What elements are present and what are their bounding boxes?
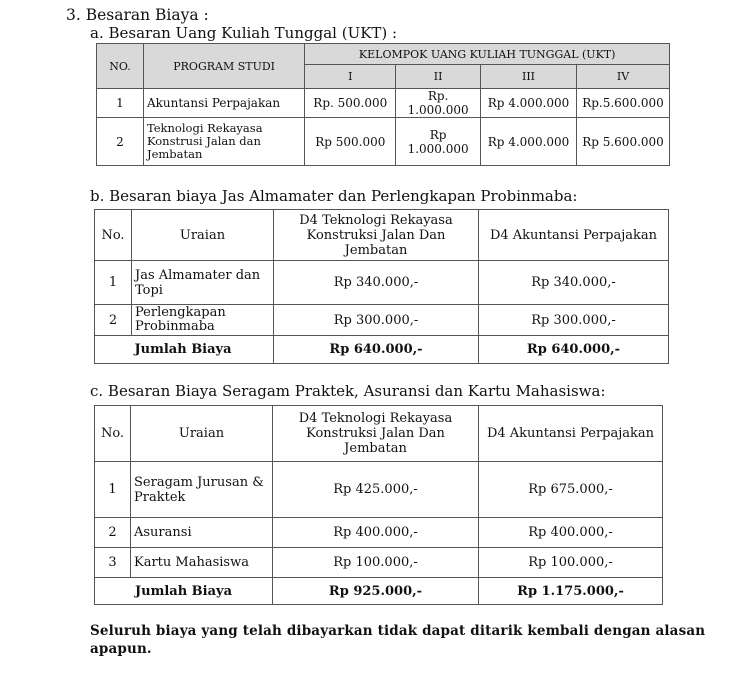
ukt-row-value: Rp 500.000 bbox=[305, 118, 396, 166]
ukt-row-value: Rp 4.000.000 bbox=[481, 118, 577, 166]
ukt-group-iii: III bbox=[481, 65, 577, 89]
seragam-row-uraian: Kartu Mahasiswa bbox=[131, 548, 273, 578]
table-row bbox=[95, 462, 663, 518]
table-row-total bbox=[95, 578, 663, 605]
jas-col-d4-ap: D4 Akuntansi Perpajakan bbox=[479, 210, 669, 261]
seragam-col-d4-trkjj: D4 Teknologi Rekayasa Konstruksi Jalan Dan Jembatan bbox=[273, 406, 479, 462]
seragam-row-no: 1 bbox=[95, 462, 131, 518]
seragam-row-trkjj: Rp 100.000,- bbox=[273, 548, 479, 578]
table-row bbox=[97, 118, 670, 166]
table-row-total bbox=[95, 336, 669, 364]
jas-row-trkjj: Rp 340.000,- bbox=[274, 261, 479, 305]
ukt-row-value: Rp.5.600.000 bbox=[577, 89, 670, 118]
table-row bbox=[97, 89, 670, 118]
jas-row-uraian: Perlengkapan Probinmaba bbox=[132, 305, 274, 336]
ukt-group-i: I bbox=[305, 65, 396, 89]
jas-row-uraian: Jas Almamater dan Topi bbox=[132, 261, 274, 305]
ukt-group-ii: II bbox=[396, 65, 481, 89]
seragam-col-no: No. bbox=[95, 406, 131, 462]
jas-total-label: Jumlah Biaya bbox=[132, 336, 274, 364]
seragam-row-no: 2 bbox=[95, 518, 131, 548]
ukt-table bbox=[96, 43, 670, 166]
seragam-row-trkjj: Rp 400.000,- bbox=[273, 518, 479, 548]
ukt-row-no: 1 bbox=[97, 89, 144, 118]
table-row bbox=[95, 518, 663, 548]
table-row bbox=[95, 305, 669, 336]
jas-total-trkjj: Rp 640.000,- bbox=[274, 336, 479, 364]
seragam-col-d4-ap: D4 Akuntansi Perpajakan bbox=[479, 406, 663, 462]
ukt-row-value: Rp 4.000.000 bbox=[481, 89, 577, 118]
jas-row-trkjj: Rp 300.000,- bbox=[274, 305, 479, 336]
ukt-group-iv: IV bbox=[577, 65, 670, 89]
seragam-total-trkjj: Rp 925.000,- bbox=[273, 578, 479, 605]
section-title: 3. Besaran Biaya : bbox=[66, 6, 209, 24]
jas-col-d4-trkjj: D4 Teknologi Rekayasa Konstruksi Jalan Dan Jembatan bbox=[274, 210, 479, 261]
jas-row-no: 1 bbox=[95, 261, 132, 305]
ukt-col-program: PROGRAM STUDI bbox=[143, 44, 304, 89]
table-row bbox=[95, 548, 663, 578]
seragam-total-label: Jumlah Biaya bbox=[95, 578, 273, 605]
seragam-row-trkjj: Rp 425.000,- bbox=[273, 462, 479, 518]
ukt-row-no: 2 bbox=[97, 118, 144, 166]
seragam-total-ap: Rp 1.175.000,- bbox=[479, 578, 663, 605]
jas-total-ap: Rp 640.000,- bbox=[479, 336, 669, 364]
ukt-row-program: Teknologi Rekayasa Konstrusi Jalan dan Jembatan bbox=[143, 118, 304, 166]
jas-col-uraian: Uraian bbox=[132, 210, 274, 261]
seragam-row-no: 3 bbox=[95, 548, 131, 578]
ukt-col-no: NO. bbox=[97, 44, 144, 89]
ukt-row-value: Rp. 500.000 bbox=[305, 89, 396, 118]
table-row bbox=[95, 261, 669, 305]
seragam-row-ap: Rp 400.000,- bbox=[479, 518, 663, 548]
footer-note: Seluruh biaya yang telah dibayarkan tidak dapat ditarik kembali dengan alasan apapun. bbox=[90, 623, 706, 657]
seragam-col-uraian: Uraian bbox=[131, 406, 273, 462]
jas-row-ap: Rp 300.000,- bbox=[479, 305, 669, 336]
jas-row-ap: Rp 340.000,- bbox=[479, 261, 669, 305]
jas-table bbox=[94, 209, 669, 364]
jas-row-no: 2 bbox=[95, 305, 132, 336]
seragam-row-uraian: Asuransi bbox=[131, 518, 273, 548]
seragam-table bbox=[94, 405, 663, 605]
ukt-heading: a. Besaran Uang Kuliah Tunggal (UKT) : bbox=[90, 24, 398, 42]
ukt-row-value: Rp 1.000.000 bbox=[396, 118, 481, 166]
ukt-row-value: Rp. 1.000.000 bbox=[396, 89, 481, 118]
seragam-row-ap: Rp 675.000,- bbox=[479, 462, 663, 518]
ukt-col-group: KELOMPOK UANG KULIAH TUNGGAL (UKT) bbox=[305, 44, 670, 65]
seragam-heading: c. Besaran Biaya Seragam Praktek, Asuransi dan Kartu Mahasiswa: bbox=[90, 382, 606, 400]
seragam-row-uraian: Seragam Jurusan & Praktek bbox=[131, 462, 273, 518]
ukt-row-value: Rp 5.600.000 bbox=[577, 118, 670, 166]
seragam-row-ap: Rp 100.000,- bbox=[479, 548, 663, 578]
jas-heading: b. Besaran biaya Jas Almamater dan Perlengkapan Probinmaba: bbox=[90, 187, 578, 205]
ukt-row-program: Akuntansi Perpajakan bbox=[143, 89, 304, 118]
jas-col-no: No. bbox=[95, 210, 132, 261]
